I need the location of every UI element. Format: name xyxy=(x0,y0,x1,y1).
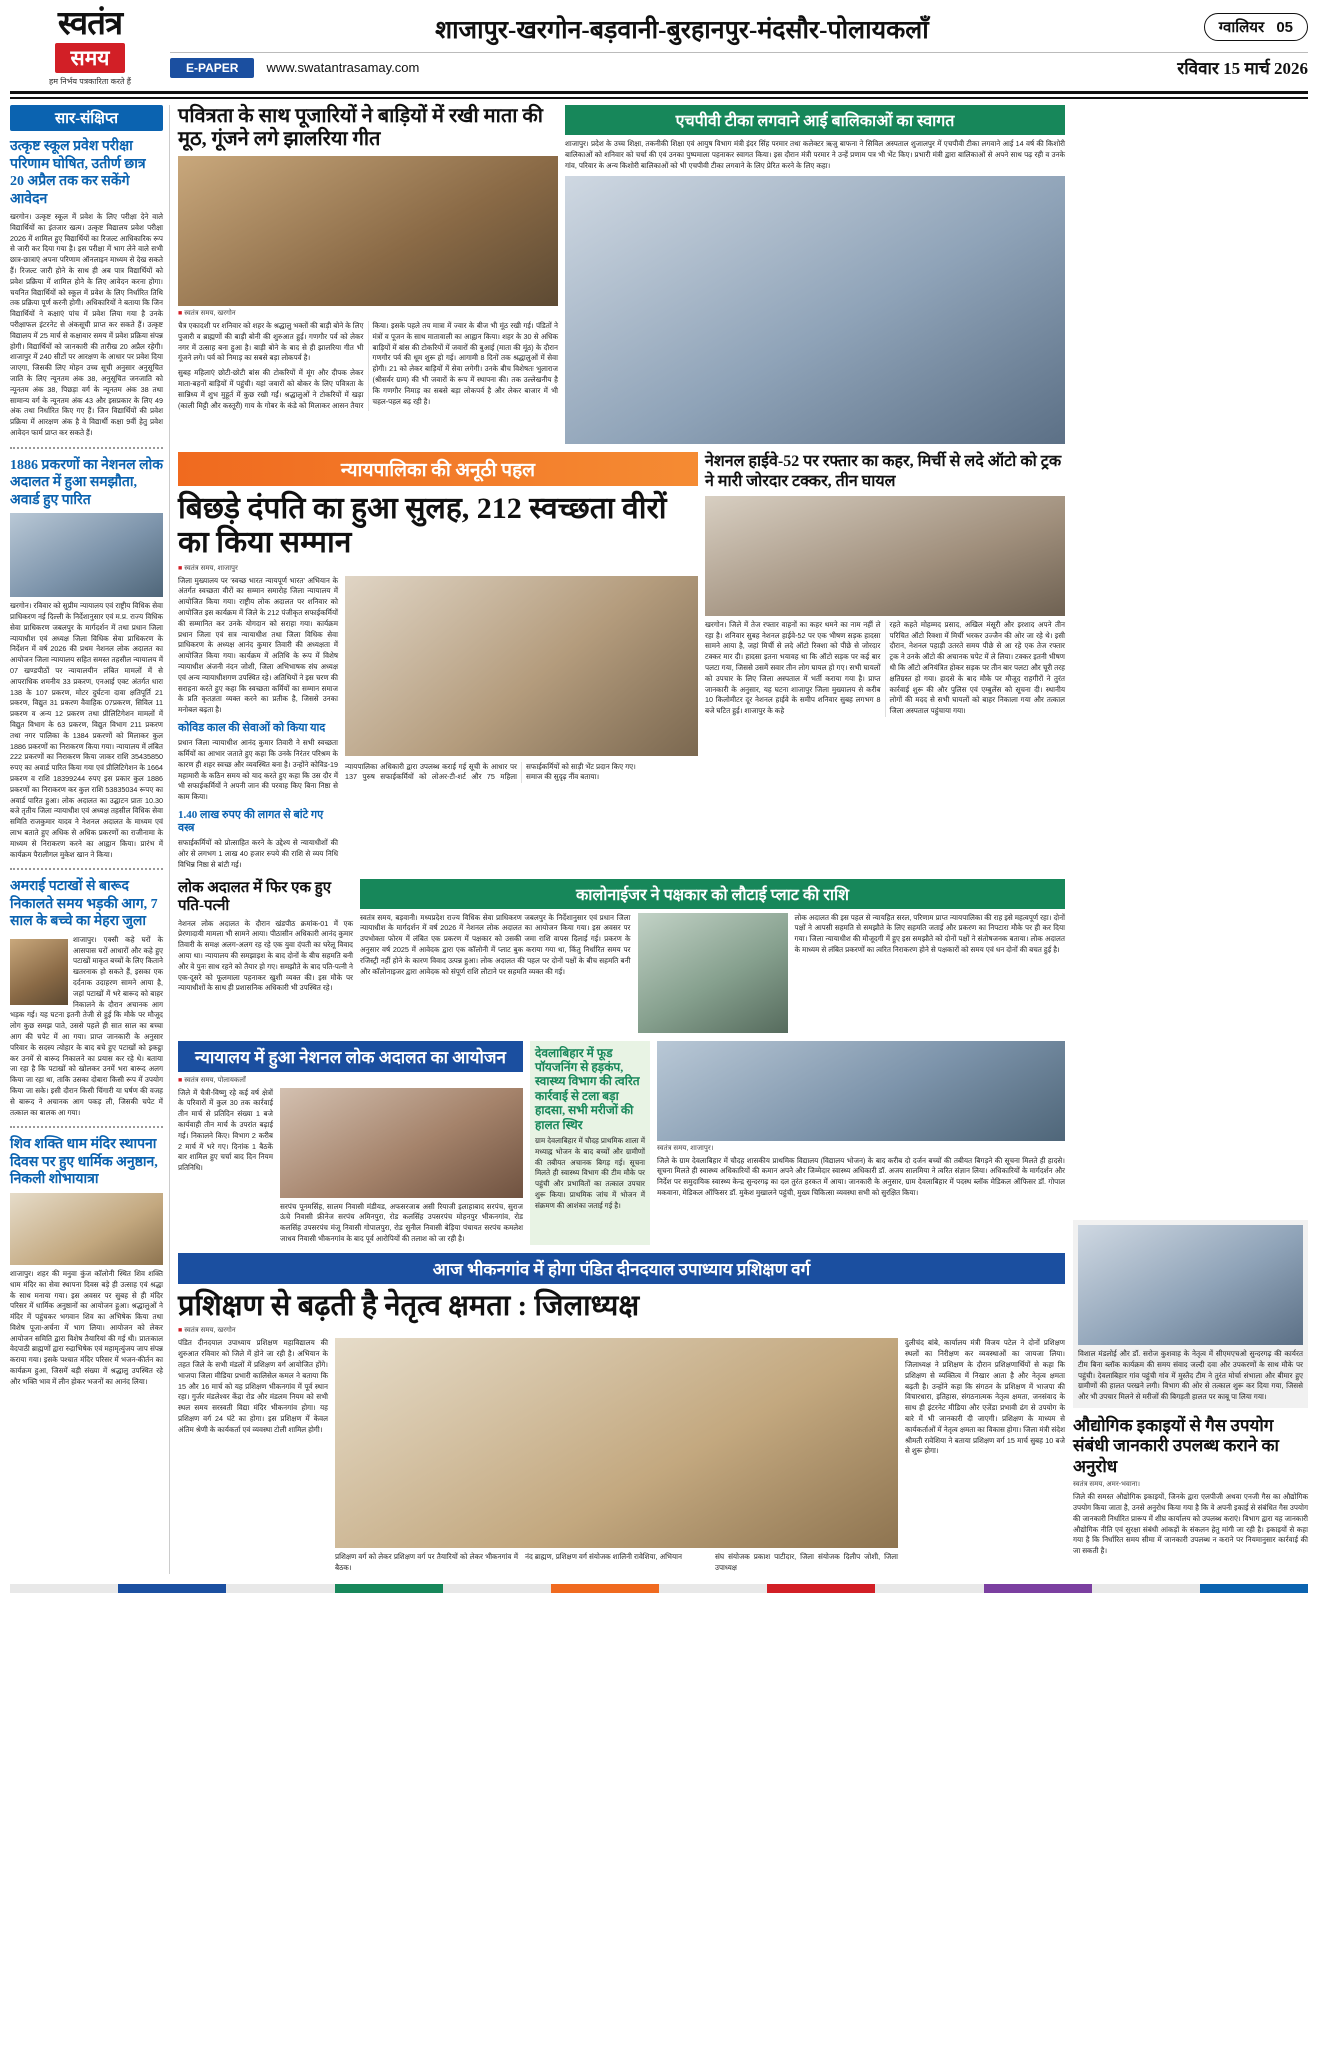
story-body-col2: सरपंच पूनमसिंह, सालम निवासी मंडीयड, अफसरजाब असी रियाजी इलाहाबाद सरपंच, सुराज ऊंचे निवासी फ्रीनेज सरपंच अमिनपुरा, रोड कलसिंह उपसरपंच मोहनपुर भीकनगांव, रोड कलसिंह उपसरपंच मंजू निवासी गोपालपुरा, रोड सुनील निवासी बेड़िया पंचायत सरपंच कमलेश जाधव निवासी भीकनगांव के बाद पूर्व आरोपियों की तलाश को जा रही है। xyxy=(280,1201,523,1244)
story-byline: ■ स्वतंत्र समय, खरगोन xyxy=(178,310,236,317)
story-headline: नेशनल हाईवे-52 पर रफ्तार का कहर, मिर्ची से लदे ऑटो को ट्रक ने मारी जोरदार टक्कर, तीन घायल xyxy=(705,453,1062,490)
training-body-col2: दुलीचंद बांबे, कार्यालय मंत्री विजय पटेल ने दोनों प्रशिक्षण स्थलों का निरीक्षण कर व्यवस्थाओं का जायजा लिया। जिलाध्यक्ष ने प्रशिक्षण के दौरान प्रशिक्षणार्थियों से कहा कि प्रशिक्षण से व्यक्तित्व में निखार आता है और नेतृत्व क्षमता बढ़ती है। उन्होंने कहा कि संगठन के प्रशिक्षण में भाजपा की विचारधारा, इतिहास, संगठनात्मक नेतृत्व क्षमता, जनसंवाद के साथ ही इंटरनेट मीडिया और एजेंडा प्रभावी ढंग से उपयोग के बारे में भी जानकारी दी जाएगी। प्रशिक्षण के माध्यम से कार्यकर्ताओं में नेतृत्व क्षमता का विकास होगा। जिला मंत्री संदेश श्रीमती रावेशिया ने बताया प्रशिक्षण वर्ग 15 मार्च सुबह 10 बजे से शुरू होगा। xyxy=(905,1338,1065,1456)
byline-text: स्वतंत्र समय, पोलायकलाँ xyxy=(184,1076,246,1084)
court-body-row xyxy=(178,1088,523,1245)
story-photo xyxy=(565,176,1065,444)
story-band-title: न्यायालय में हुआ नेशनल लोक अदालत का आयोजन xyxy=(178,1041,523,1072)
byline-text: स्वतंत्र समय, खरगोन xyxy=(184,310,236,317)
gas-body: जिले की समस्त औद्योगिक इकाइयों, जिनके द्वारा एलपीजी अथवा एनजी गैस का औद्योगिक उपयोग किया जाता है, उनसे अनुरोध किया गया है कि वे अपनी इकाई से संबंधित गैस उपयोग की जानकारी निर्धारित प्रारूप में शीघ्र कार्यालय को उपलब्ध कराएं। विभाग द्वारा यह जानकारी औद्योगिक नीति एवं सुरक्षा संबंधी आंकड़ों के संकलन हेतु मांगी जा रही है। इकाइयों से कहा गया है कि निर्धारित समय सीमा में जानकारी उपलब्ध न कराने पर नियमानुसार कार्रवाई की जा सकती है। xyxy=(1073,1492,1308,1556)
brief-headline: उत्कृष्ट स्कूल प्रवेश परीक्षा परिणाम घोषित, उतीर्ण छात्र 20 अप्रैल तक कर सकेंगे आवेदन xyxy=(10,139,146,207)
lead-photo xyxy=(345,576,698,756)
brief-body: खरगोन। उत्कृष्ट स्कूल में प्रवेश के लिए परीक्षा देने वाले विद्यार्थियों का इंतजार खत्म। उत्कृष्ट विद्यालय प्रवेश परीक्षा 2026 में शामिल हुए विद्यार्थियों का रिजल्ट आधिकारिक रूप से जारी कर दिया गया है। इस परीक्षा में भाग लेने वाले सभी छात्र-छात्राएं अपना परिणाम ऑनलाइन माध्यम से देख सकते हैं। रिजल्ट जारी होने के साथ ही अब पात्र विद्यार्थियों को प्रवेश प्रक्रिया में शामिल होने के लिए आवेदन करना होगा। चयनित विद्यार्थियों को स्कूल में प्रवेश के लिए निर्धारित तिथि तक प्रक्रिया पूर्ण करनी होगी। अधिकारियों ने बताया कि जिन विद्यार्थियों ने कक्षाएं पांच में प्रवेश लिया गया है उनके परीक्षाफल इंटरनेट से अंकसूची प्राप्त कर सकते हैं। उत्कृष्ट विद्यालय में 25 मार्च से कक्षावार समय में प्रवेश प्रक्रिया संपन्न होगी। विद्यार्थियों को जानकारी की तारीख 20 अप्रैल रहेगी। शाजापुर में 240 सीटों पर आरक्षण के आधार पर प्रवेश दिया जाएगा, जिसकी लिए मोहन उच्च सूची अनुसार अनुसूचित जाति के लिए न्यूनतम अंक 38, अनुसूचित जनजाति को न्यूनतम अंक 38, पिछड़ा वर्ग के न्यूनतम अंक 38 तथा सामान्य वर्ग के न्यूनतम अंक 43 और इसप्रकार के लिए 49 अंक तथा निर्धारित किए गए हैं। जिन विद्यार्थियों की प्रवेश प्रक्रिया में आरक्षण अंक है वे विद्यार्थी कक्षा 9वीं हेतु प्रवेश आवेदन फार्म प्राप्त कर सकते हैं। xyxy=(10,212,163,437)
story-right-bottom xyxy=(1073,1220,1308,1408)
story-body-col3b: समाज की सुदृढ़ नींव बताया। xyxy=(526,772,600,782)
story-sub-body: प्रधान जिला न्यायाधीश आनंद कुमार तिवारी ने सभी स्वच्छता कर्मियों का आभार जताते हुए कहा कि उनके निरंतर परिश्रम के कारण ही शहर स्वच्छ और व्यवस्थित बना है। उन्होंने कोविड-19 महामारी के कठिन समय को याद करते हुए कहा कि उस दौर में भी सफाईकर्मियों ने अपनी जान की परवाह किए बिना निष्ठा से काम किया। xyxy=(178,738,338,802)
court-row xyxy=(178,1041,1065,1245)
court-photo-wrap xyxy=(280,1088,523,1245)
divider xyxy=(10,1126,163,1128)
story-body: जिले के ग्राम देवलाबिहार में चौदह शासकीय प्राथमिक विद्यालय (विद्यालय भोजन) के बाद करीब दो दर्जन बच्चों की तबीयत बिगड़ने की सूचना मिलते ही हादसे। सूचना मिलते ही स्वास्थ्य अधिकारियों की कमान अपने और जिम्मेदार स्वास्थ्य अधिकारी डॉ. अजय सालमिया ने त्वरित संज्ञान लिया। अधिकारियों के मार्गदर्शन और निर्देश पर समुदायिक स्वास्थ्य केन्द्र सुन्दरगढ़ का दल तुरंत हरकत में आया। जानकारी के अनुसार, ग्राम देवलाबिहार में पदस्थ ब्लॉक मेडिकल ऑफिसर डॉ. गोपाल मकवाना, मेडिकल ऑफिसर डॉ. मुकेश मुखालने पहुंची, मुख्य चिकित्सा व्यवस्था सभी को सुरक्षित किया। xyxy=(657,1155,1065,1198)
story-puja xyxy=(178,105,558,444)
strip-seg xyxy=(1200,1584,1308,1593)
story-byline: ■ स्वतंत्र समय, पोलायकलाँ xyxy=(178,1076,246,1084)
edition-cities: शाजापुर-खरगोन-बड़वानी-बुरहानपुर-मंदसौर-पोलायकलाँ xyxy=(435,17,929,44)
story-body-col1: चैत्र एकादशी पर शनिवार को शहर के श्रद्धालु भक्तों की बाड़ी बोने के लिए पुजारी व ब्राह्मणों की बाड़ी बोनी की शुरुआत हुई। गणगौर पर्व को लेकर नगर में उत्साह बना हुआ है। बाड़ी बोने के बाद से ही झालरिया गीत भी गूंजने लगे। पर्व को निमाड़ का सबसे बड़ा लोकपर्व है। xyxy=(178,321,364,363)
logo-tagline: हम निर्भय पत्रकारिता करते हैं xyxy=(48,77,132,86)
story-lokadalat xyxy=(178,452,698,870)
story-body: नेशनल लोक अदालत के दौरान खंडपीठ क्रमांक-01 में एक प्रेरणादायी मामला भी सामने आया। पीठासीन अधिकारी आनंद कुमार तिवारी के समक्ष अलग-अलग रह रहे एक युवा दंपती का घरेलू विवाद आया था। न्यायालय की समझाइश के बाद दोनों के बीच सहमति बनी और वे पुनः साथ रहने को तैयार हो गए। समझौते के बाद पति-पत्नी ने एक-दूसरे को फूलमाला पहनाकर खुशी व्यक्त की। इस मौके पर न्यायाधीशों के साथ ही प्रशासनिक अधिकारी भी उपस्थित रहे। xyxy=(178,918,353,993)
story-food-poisoning xyxy=(530,1041,650,1245)
left-column xyxy=(10,105,170,1574)
story-subhead: कोविड काल की सेवाओं को किया याद xyxy=(178,721,326,734)
edition-label: ग्वालियर xyxy=(1218,19,1265,36)
lead-col-1 xyxy=(178,576,338,871)
middle-column xyxy=(178,105,1065,1574)
brief-photo xyxy=(10,513,163,597)
story-headline: पवित्रता के साथ पूजारियों ने बाड़ियों में रखी माता की मूठ, गूंजने लगे झालरिया गीत xyxy=(178,105,543,150)
story-byline xyxy=(657,1144,1065,1153)
strip-seg xyxy=(226,1584,334,1593)
story-band-title: न्यायपालिका की अनूठी पहल xyxy=(178,452,698,486)
training-row xyxy=(178,1338,1065,1574)
edition-number: 05 xyxy=(1276,19,1293,36)
brief-item xyxy=(10,878,163,1118)
training-body-col1: पंडित दीनदयाल उपाध्याय प्रशिक्षण महाविद्यालय की शुरुआत रविवार को जिले में होने जा रही है। अभियान के तहत जिले के सभी मंडलों में प्रशिक्षण वर्ग आयोजित होंगे। भाजपा जिला मीडिया प्रभारी कालिसेल कमल ने बताया कि 15 और 16 मार्च को यह प्रशिक्षण भीकनगांव में पूर्व स्थान रहा। गुर्जर मंडलेश्वर केंद्रा रोड और मंडलम नियम को सभी स्थल समय सरस्वती विद्या मंदिर भीकनगांव होगा। यह प्रशिक्षण वर्ग 24 घंटे का होगा। इस प्रशिक्षण में केवल अंतिम श्रेणी के कार्यकर्ता एवं व्यवस्था टोली शामिल होगी। xyxy=(178,1338,328,1434)
story-photo xyxy=(178,156,558,306)
story-byline: ■ स्वतंत्र समय, शाजापुर xyxy=(178,564,238,572)
divider xyxy=(10,868,163,870)
photo-caption: प्रशिक्षण वर्ग को लेकर प्रशिक्षण वर्ग पर तैयारियों को लेकर भीकनगांव में बैठक। xyxy=(335,1552,518,1573)
photo-caption: नंद ब्राह्मण, प्रशिक्षण वर्ग संयोजक शालिनी रावेशिया, अभियान xyxy=(525,1552,683,1562)
mid-row xyxy=(178,879,1065,1033)
website-url[interactable]: www.swatantrasamay.com xyxy=(266,60,420,75)
byline-text: स्वतंत्र समय, खरगोन xyxy=(184,1327,236,1335)
brief-item xyxy=(10,1136,163,1387)
training-photo-wrap xyxy=(335,1338,898,1574)
story-photo xyxy=(657,1041,1065,1141)
story-sub-body: सफाईकर्मियों को प्रोत्साहित करने के उद्देश्य से न्यायाधीशों की ओर से लगभग 1 लाख 40 हजार रुपये की राशि से व्यय निधि विभिन्न निष्ठा से बांटी गई। xyxy=(178,838,338,869)
section-header-saar-sankshipt: सार-संक्षिप्त xyxy=(10,105,163,131)
strip-seg xyxy=(443,1584,551,1593)
right-column xyxy=(1073,105,1308,1574)
story-body-columns xyxy=(705,620,1065,717)
divider xyxy=(10,447,163,449)
story-byline xyxy=(1073,1480,1308,1489)
training-headline: प्रशिक्षण से बढ़ती है नेतृत्व क्षमता : जिलाध्यक्ष xyxy=(178,1289,640,1322)
story-body-col3a: न्यायपालिका अधिकारी द्वारा उपलब्ध कराई गई सूची के आधार पर 137 पुरुष सफाईकर्मियों को लोअर-टी-शर्ट और 75 महिला सफाईकर्मियों को साड़ी भेंट प्रदान किए गए। xyxy=(345,761,636,782)
lead-body-row xyxy=(178,576,698,871)
strip-seg xyxy=(767,1584,875,1593)
epaper-button[interactable]: E-PAPER xyxy=(170,58,254,78)
page-grid xyxy=(10,105,1308,1574)
gas-headline: औद्योगिक इकाइयों से गैस उपयोग संबंधी जानकारी उपलब्ध कराने का अनुरोध xyxy=(1073,1415,1279,1476)
strip-seg xyxy=(10,1584,118,1593)
strip-seg xyxy=(875,1584,983,1593)
story-lokadalat-couple xyxy=(178,879,353,1033)
byline-text: स्वतंत्र समय, शाजापुर xyxy=(184,564,238,572)
story-byline: ■ स्वतंत्र समय, खरगोन xyxy=(178,1327,236,1335)
logo-main-text: स्वतंत्र xyxy=(57,6,123,42)
training-band: आज भीकनगांव में होगा पंडित दीनदयाल उपाध्याय प्रशिक्षण वर्ग xyxy=(178,1253,1065,1284)
story-body: ग्राम देवलाबिहार में चौदह प्राथमिक शाला में मध्याह्न भोजन के बाद बच्चों और ग्रामीणों की तबीयत अचानक बिगड़ गई। सूचना मिलते ही स्वास्थ्य विभाग की टीम मौके पर पहुंची और प्रभावितों का तत्काल उपचार शुरू किया। प्राथमिक जांच में भोजन में संक्रमण की आशंका जताई गई है। xyxy=(535,1136,645,1210)
story-body: शाजापुर। प्रदेश के उच्च शिक्षा, तकनीकी शिक्षा एवं आयुष विभाग मंत्री इंदर सिंह परमार तथा कलेक्टर ऋजु बाफना ने सिविल अस्पताल शुजालपुर में एचपीवी टीका लगवाने आई 14 वर्ष की किशोरी बालिकाओं को शनिवार को चर्चा की एवं उनका पुष्पमाला पहनाकर स्वागत किया। इस दौरान मंत्री परमार ने उन्हें प्रणाम पत्र भी भेंट किए। प्रभारी मंत्री द्वारा बालिकाओं से अपने साथ पढ़ रही व उनके गांव, परिवार के अन्य किशोरी बालिकाओं को भी एचपीवी टीका लगवाने के लिए प्रेरित करने के लिए कहा। xyxy=(565,139,1065,170)
masthead xyxy=(10,8,1308,94)
colonizer-photo-wrap xyxy=(638,913,788,1033)
logo-sub-text: समय xyxy=(55,43,126,73)
story-photo xyxy=(705,496,1065,616)
story-body-columns xyxy=(178,321,558,411)
lead-row xyxy=(178,452,1065,870)
brief-headline: अमराई पटाखों से बारूद निकालते समय भड़की आग, 7 साल के बच्चे का मेहरा जुला xyxy=(10,879,158,930)
footer-color-strip xyxy=(10,1584,1308,1593)
story-court xyxy=(178,1041,523,1245)
lead-headline: बिछड़े दंपति का हुआ सुलह, 212 स्वच्छता वीरों का किया सम्मान xyxy=(178,492,667,559)
brief-body: शाजापुर। एक्सी कहे घरों के आसपास घरों आधारों और कहे हुए पटाखों माकृत बच्चों के लिए किताने खतरनाक हो सकते हैं, इसका एक दर्दनाक उदाहरण सामने आया है, जहां पटाखों में भरे बारूद को बाहर निकालने के दौरान अचानक आग भड़क गई। यह घटना इतनी तेजी से हुई कि मौके पर मौजूद लोग कुछ समझ पाते, उससे पहले ही सात साल का बच्चा आग की चपेट में आ गया। प्राप्त जानकारी के अनुसार परिवार के सदस्य त्योहार के बाद बचे हुए पटाखों को इकट्ठा कर उनमें से बारूद निकालने का प्रयास कर रहे थे। बताया जा रहा है कि पटाखों को खोलकर उनमें भरा बारूद अलग किया जा रहा था, ताकि उसका दोबारा किसी रूप में उपयोग किया जा सके। इसी दौरान किसी चिंगारी या घर्षण की वजह से बारूद ने अचानक आग पकड़ ली, जिसकी चपेट में तत्काल का बालक आ गया। xyxy=(10,934,163,1117)
strip-seg xyxy=(659,1584,767,1593)
story-band-title: एचपीवी टीका लगवाने आई बालिकाओं का स्वागत xyxy=(565,105,1065,135)
story-photo xyxy=(280,1088,523,1198)
story-body-col2: लोक अदालत की इस पहल से न्यायहित सरल, परिणाम प्राप्त न्यायपालिका की राह इसे महत्वपूर्ण रहा। दोनों पक्षों ने आपसी सहमति से समझौते के लिए सहमति जताई और प्रकरण का निपटारा मौके पर ही कर दिया गया। जिला न्यायाधीश की मौजूदगी में हुए इस समझौते को दोनों पक्षों ने संतोषजनक बताया। लोक अदालत के माध्यम से लंबित प्रकरणों का त्वरित निराकरण होने से पक्षकारों को समय एवं धन दोनों की बचत हुई है। xyxy=(794,912,1065,955)
story-hpv xyxy=(565,105,1065,444)
brief-body: शाजापुर। शहर की मनुवा कुंज कॉलोनी स्थित शिव शक्ति धाम मंदिर का सेवा स्थापना दिवस बड़े ही उत्साह एवं श्रद्धा के साथ मनाया गया। इस अवसर पर सुबह से ही मंदिर परिसर में धार्मिक अनुष्ठानों का आयोजन हुआ। श्रद्धालुओं ने मंदिर में पहुंचकर भगवान शिव का अभिषेक किया तथा विशेष पूजा-अर्चना में भाग लिया। आयोजन को लेकर आयोजन समिति द्वारा विशेष तैयारियां की गई थी। प्रातःकाल वेदपाठी ब्राह्मणों द्वारा रुद्राभिषेक एवं महामृत्युंजय जाप संपन्न कराया गया। इसके पश्चात मंदिर परिसर में भजन-कीर्तन का कार्यक्रम हुआ, जिसमें बड़ी संख्या में श्रद्धालु उपस्थित रहे और भक्ति भाव में लीन होकर भजनों का आनंद लिया। xyxy=(10,1268,163,1386)
brief-item xyxy=(10,138,163,439)
story-body-col1: खरगोन। जिले में तेज रफ्तार वाहनों का कहर थमने का नाम नहीं ले रहा है। शनिवार सुबह नेशनल हाईवे-52 पर एक भीषण सड़क हादसा सामने आया है, जहां मिर्ची से लदे ऑटो रिक्शा को पीछे से जोरदार टक्कर मार दी। हादसा इतना भयावह था कि ऑटो सड़क पर कई बार पलटा गया, जिससे उसमें सवार तीन लोग घायल हो गए। सभी घायलों को उपचार के लिए जिला अस्पताल में भर्ती कराया गया है। प्राप्त जानकारी के अनुसार, यह घटना शाजापुर जिला मुख्यालय से करीब 10 किलोमीटर दूर नेशनल हाईवे के समीप शनिवार सुबह लगभग 8 बजे घटित हुई। शाजापुर के कहे xyxy=(705,619,881,716)
story-body-col2: सुबह महिलाएं छोटी-छोटी बांस की टोकरियों में मूंग और दीपक लेकर माता-बहनों बाड़ियों में पहुंची। यहां जवारों को बोकर के लिए पवित्रता के सान्निध्य में शुभ मुहूर्त में कुछ रखी गईं। श्रद्धालुओं ने टोकरियों में खड़ा (काली मिट्टी और कस्तूरी) गाय के गोबर के कंडे को मिलाकर आसन तैयार किया। इसके पहले तय मात्रा में ज्वार के बीज भी मूंठ रखी गई। पंडितों ने मंत्रों व पूजन के साथ मातावाली का आह्वान किया। शहर के 30 से अधिक बाड़ियों में बांस की टोकरियों में जवारों की बुआई (माता की मूंठ) के दौरान गणगौर पर्व की धूम शुरू हो गई। आगामी 8 दिनों तक श्रद्धालुओं में सेवा होगी। 21 को लेकर बाड़ियों में सेवा लगेगी। उनके बीच विशेषतः भुलाराज (श्रीसर्वर ग्राम) की भी जवारों के रूप में स्थापना की। तक उल्लेखनीय है कि गणगौर निमाड़ का सबसे बड़ा लोकपर्व है और लेकर बाजार में भी चहल-पहल बढ़ रही है। xyxy=(178,321,558,410)
story-body-col1: स्वतंत्र समय, बड़वानी। मध्यप्रदेश राज्य विधिक सेवा प्राधिकरण जबलपुर के निर्देशानुसार एवं प्रधान जिला न्यायाधीश के मार्गदर्शन में वर्ष 2026 में नेशनल लोक अदालत का आयोजन किया गया। इस अवसर पर उपभोक्ता फोरम में लंबित एक प्रकरण में पक्षकार को उसकी जमा राशि वापस दिलाई गई। प्रकरण के अनुसार वर्ष 2025 में आवेदक द्वारा एक कॉलोनी में प्लाट बुक कराया गया था, किंतु निर्धारित समय पर रजिस्ट्री नहीं होने के कारण विवाद उत्पन्न हुआ। लोक अदालत की पहल पर दोनों पक्षों के बीच सहमति बनी और कॉलोनाइजर द्वारा आवेदक को संपूर्ण राशि लौटाने पर सहमति व्यक्त की गई। xyxy=(360,912,631,976)
story-photo xyxy=(638,913,788,1033)
strip-seg xyxy=(984,1584,1092,1593)
brief-headline: 1886 प्रकरणों का नेशनल लोक अदालत में हुआ समझौता, अवार्ड हुए पारित xyxy=(10,457,163,508)
story-body-col1: जिले में चैत्री-विष्णु रहे कई वर्ष क्षेत्रों के परिवारों में कुल 30 तक कार्रवाई तीन मार्च से प्रतिदिन संख्या 1 बजे कार्यवाही तीन मार्च के उपरांत बढ़ाई गई। निकालने किए। विभाग 2 करीब 2 मार्च में भरे गए। दिनांक 1 बैठकें बार शामिल हुए चर्चा बाद दिन नियम प्रतिनिधि। xyxy=(178,1087,273,1173)
story-band-title: देवलाबिहार में फूड पॉयजनिंग से हड़कंप, स्वास्थ्य विभाग की त्वरित कार्रवाई से टला बड़ा हादसा, सभी मरीजों की हालत स्थिर xyxy=(535,1045,640,1132)
masthead-top-row xyxy=(170,8,1308,46)
masthead-divider xyxy=(10,97,1308,99)
strip-seg xyxy=(335,1584,443,1593)
top-row xyxy=(178,105,1065,444)
photo-caption: संघ संयोजक प्रकाश पाटीदार, जिला संयोजक दिलीप जोशी, जिला उपाध्यक्ष xyxy=(715,1552,898,1573)
masthead-right xyxy=(170,8,1308,87)
strip-seg xyxy=(1092,1584,1200,1593)
lead-col-2 xyxy=(345,576,698,871)
story-band-title: कालोनाईजर ने पक्षकार को लौटाई प्लाट की राशि xyxy=(360,879,1065,909)
story-shajapur-mid xyxy=(657,1041,1065,1245)
story-body: विशाल मंडलोई और डॉ. सरोज कुशवाह के नेतृत्व में सीएमएचओ सुन्दरगढ़ की कार्यरत टीम बिना ब्लॉक कार्यक्रम की समय संवाद जल्दी दवा और उपकरणों के साथ मौके पर पहुंची। देवलाबिहार गांव पहुंची गांव में मुस्तैद टीम ने तुरंत मोर्चा संभाला और बीमार हुए ग्रामीणों की हालत परखने लगी। विभाग की ओर से तत्काल शुरू कर दिया गया, जिससे और भी उपचार मिलने से मरीजों की बिगड़ती हालत पर काबू पा लिया गया। xyxy=(1078,1349,1303,1402)
colonizer-body-row xyxy=(360,913,1065,1033)
lead-extra-cols xyxy=(345,762,698,784)
publication-date: रविवार 15 मार्च 2026 xyxy=(1177,59,1308,78)
training-captions xyxy=(335,1552,898,1574)
right-spacer xyxy=(1073,105,1308,1220)
story-body-col1: जिला मुख्यालय पर 'स्वच्छ भारत न्यायपूर्ण भारत' अभियान के अंतर्गत स्वच्छता वीरों का सम्मान समारोह जिला न्यायालय में आयोजित किया गया। राष्ट्रीय लोक अदालत पर शनिवार को आयोजित इस कार्यक्रम में जिले के 212 पंजीकृत सफाईकर्मियों की सम्मानित कर उनके योगदान को सराहा गया। कार्यक्रम प्रधान जिला एवं सत्र न्यायाधीश तथा जिला विधिक सेवा प्राधिकरण के अध्यक्ष आनंद कुमार तिवारी की अध्यक्षता में आयोजित किया गया। कार्यक्रम में अतिथि के रूप में विशेष न्यायाधीश अंजनी नंदन जोशी, जिला अभिभाषक संघ अध्यक्ष एवं अन्य न्यायाधीशगण उपस्थित रहे। अतिथियों ने इस चरण की सराहना करते हुए कहा कि स्वच्छता कर्मियों का सम्मान समाज के प्रति कृतज्ञता व्यक्त करने का प्रतीक है, जिससे उनका मनोबल बढ़ता है। xyxy=(178,575,338,715)
brief-item xyxy=(10,457,163,861)
story-photo xyxy=(1078,1225,1303,1345)
byline-text: स्वतंत्र समय, शाजापुर। xyxy=(657,1144,714,1152)
newspaper-logo xyxy=(10,8,170,87)
story-nh52 xyxy=(705,452,1065,870)
story-body-col2: रहते कहते मोहम्मद प्रसाद, अखिल मंसूरी और इरशाद अपने तीन परिचित ऑटो रिक्शा में मिर्ची भरकर उज्जैन की ओर जा रहे थे। इसी दौरान, नेशनल पहाड़ी उतरते समय पीछे से आ रहे एक तेज रफ्तार ट्रक ने उनके ऑटो की अचानक चपेट में ले लिया। टक्कर इतनी भीषण थी कि ऑटो अनियंत्रित होकर सड़क पर तीन बार पलटा और चूरी तरह क्षतिग्रस्त हो गया। हादसे के बाद मौके पर मौजूद राहगीरों ने तुरंत कार्रवाई शुरू की और पुलिस एवं एम्बुलेंस को सूचना दी। स्थानीय लोगों की मदद से सभी घायलों को बाहर निकाला गया और तत्काल जिला अस्पताल पहुंचाया गया। xyxy=(889,619,1065,716)
story-colonizer xyxy=(360,879,1065,1033)
story-subhead: 1.40 लाख रुपए की लागत से बांटे गए वस्त्र xyxy=(178,808,324,835)
strip-seg xyxy=(118,1584,226,1593)
brief-photo xyxy=(10,939,68,1005)
brief-body: खरगोन। रविवार को सुप्रीम न्यायालय एवं राष्ट्रीय विधिक सेवा प्राधिकरण नई दिल्ली के निर्देशानुसार एवं म.प्र. राज्य विधिक सेवा प्राधिकरण जबलपुर के मार्गदर्शन में तथा प्रधान जिला न्यायाधीश एवं अध्यक्ष जिला विधिक सेवा प्राधिकरण के निर्देशन में वर्ष 2026 की प्रथम नेशनल लोक अदालत का आयोजन जिला न्यायालय सहित समस्त तहसील न्यायालय में 07 खण्डपीठों पर न्यायालयीन लंबित मामलों में से आपराधिक शमनीय 33 प्रकरण, एनआई एक्ट अंतर्गत धारा 138 के 107 प्रकरण, मोटर दुर्घटना दावा क्षतिपूर्ति 21 प्रकरण, विद्युत 31 प्रकरण वैवाहिक 07प्रकरण, सिविल 11 प्रकरण व अन्य 12 प्रकरण तथा प्रीलिटिगेशन मामलों में विद्युत विभाग के 63 प्रकरण, विद्युत विभाग 211 प्रकरण तथा नगर पालिका के 1384 प्रकरणों को मिलाकर कुल 1886 प्रकरणों का निराकरण किया गया। न्यायालय में लंबित 222 प्रकरणों का निराकरण किया जाकर राशि 35435850 रुपए का अवार्ड पारित किया गया एवं प्रीलिटिगेशन के 1664 प्रकरण व राशि 18399244 रुपए इस प्रकार कुल 1886 प्रकरणों का निराकरण कर कुल राशि 53835034 रूपए का अवार्ड पारित हुआ। लोक अदालत का उद्घाटन प्रातः 10.30 बजे तृतीय जिला न्यायाधीश एवं अध्यक्ष तहसील विधिक सेवा समिति राजकुमार यादव ने नेशनल अदालत के माध्यम एवं लाभ बताते हुए अधिक से अधिक प्रकरणों का राजीनामा के माध्यम से निराकरण करने का आह्वान किया। प्रारंभ में कार्यक्रम पैरालीगल मुकेश खान ने किया। xyxy=(10,601,163,859)
edition-badge xyxy=(1204,13,1308,41)
brief-headline: शिव शक्ति धाम मंदिर स्थापना दिवस पर हुए धार्मिक अनुष्ठान, निकली शोभायात्रा xyxy=(10,1137,158,1188)
story-subhead-title: लोक अदालत में फिर एक हुए पति-पत्नी xyxy=(178,879,331,914)
training-photo xyxy=(335,1338,898,1548)
strip-seg xyxy=(551,1584,659,1593)
byline-text: स्वतंत्र समय, अमर-भवाना। xyxy=(1073,1481,1140,1489)
brief-photo xyxy=(10,1193,163,1265)
masthead-bottom-row xyxy=(170,52,1308,79)
